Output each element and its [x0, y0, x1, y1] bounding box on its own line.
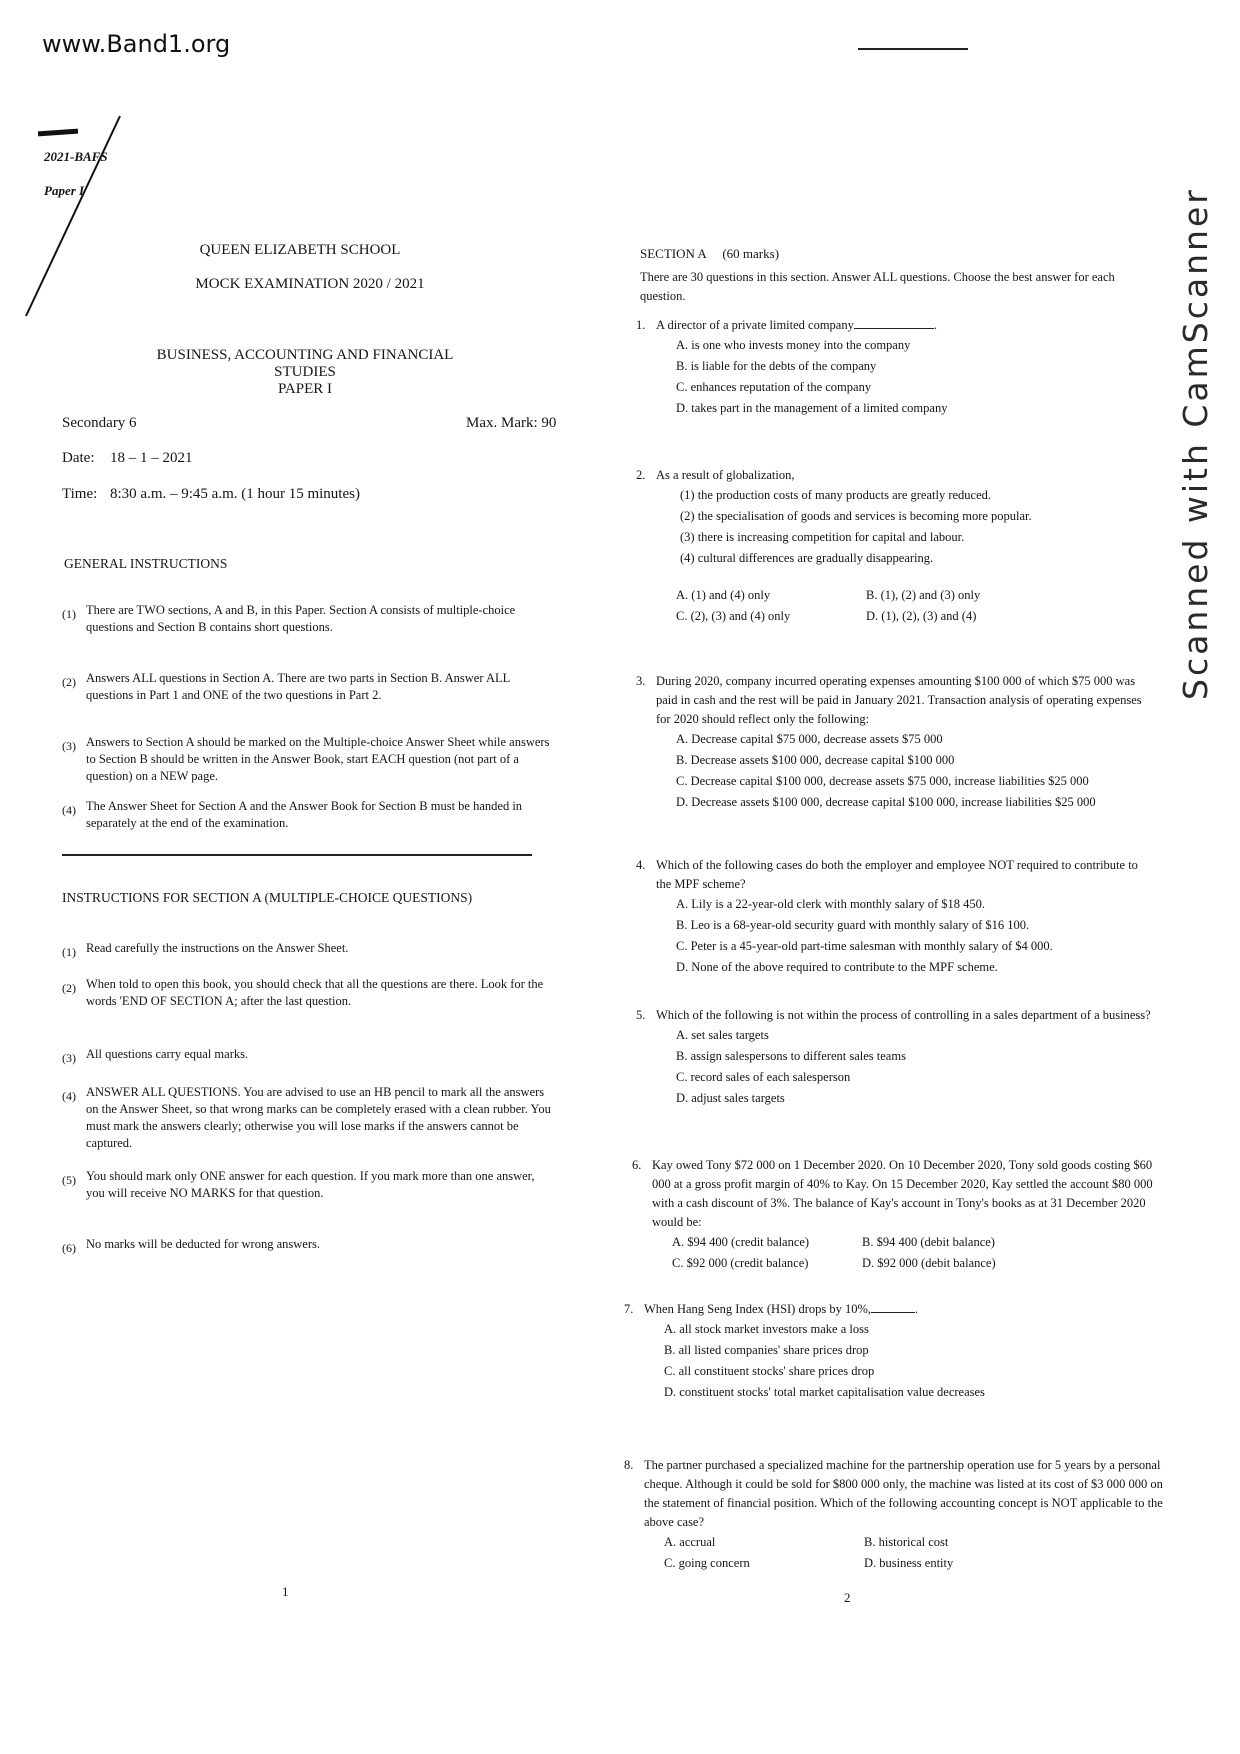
subject-code: 2021-BAFS	[44, 149, 108, 164]
mc-instruction: (1) Read carefully the instructions on the Answer Sheet.	[62, 941, 349, 959]
question-8: 8. The partner purchased a specialized machine for the partnership operation use for 5 years by a personal cheque. Although it could be sold for $800 000 only, the machine was listed at its cost of $3 000 000 on the statement of financial position. Which of the following accounting concept is NOT applicable to the above case? A. accrual B. historical cost C. going concern D. business entity	[644, 1456, 1174, 1574]
date-label: Date:	[62, 450, 95, 466]
option: A. $94 400 (credit balance)	[672, 1235, 810, 1249]
option: A. Decrease capital $75 000, decrease assets $75 000	[676, 732, 943, 746]
option: D. (1), (2), (3) and (4)	[866, 609, 977, 623]
mc-instruction: (2) When told to open this book, you should check that all the questions are there. Look for the words 'END OF SECTION A; after the last question.	[62, 977, 544, 1008]
option: B. assign salespersons to different sales teams	[676, 1049, 906, 1063]
answer-blank	[871, 1300, 915, 1313]
question-5: 5. Which of the following is not within the process of controlling in a sales department of a business? A. set sales targets B. assign salespersons to different sales teams C. record sales of each salesperson D. adjust sales targets	[656, 1006, 1156, 1109]
exam-name: MOCK EXAMINATION 2020 / 2021	[195, 276, 425, 292]
subject-title: BUSINESS, ACCOUNTING AND FINANCIAL STUDIES	[156, 347, 454, 380]
option: A. (1) and (4) only	[676, 588, 771, 602]
exam-time: 8:30 a.m. – 9:45 a.m. (1 hour 15 minutes)	[110, 486, 360, 502]
general-instruction: (1) There are TWO sections, A and B, in this Paper. Section A consists of multiple-choice questions and Section B contains short questions.	[62, 603, 516, 634]
top-divider	[858, 48, 968, 50]
general-instruction: (3) Answers to Section A should be marked on the Multiple-choice Answer Sheet while answers to Section B should be written in the Answer Book, start EACH question (not part of a question) on a NEW page.	[62, 735, 550, 783]
option: C. (2), (3) and (4) only	[676, 609, 791, 623]
paper-title: PAPER I	[277, 381, 333, 397]
question-7: 7. When Hang Seng Index (HSI) drops by 10%, . A. all stock market investors make a loss B. all listed companies' share prices drop C. all constituent stocks' share prices drop D. constituent stocks' total market capitalisation value decreases	[644, 1300, 1154, 1403]
general-instruction: (2) Answers ALL questions in Section A. There are two parts in Section B. Answer ALL questions in Part 1 and ONE of the two questions in Part 2.	[62, 671, 510, 702]
section-a-heading	[640, 244, 779, 263]
option: B. Leo is a 68-year-old security guard with monthly salary of $16 100.	[676, 918, 1030, 932]
option: A. Lily is a 22-year-old clerk with monthly salary of $18 450.	[676, 897, 986, 911]
option: B. historical cost	[864, 1535, 949, 1549]
option: A. all stock market investors make a loss	[664, 1322, 869, 1336]
statement: (3) there is increasing competition for capital and labour.	[680, 530, 965, 544]
option: B. Decrease assets $100 000, decrease capital $100 000	[676, 753, 955, 767]
paper-label: Paper I	[44, 183, 85, 198]
section-divider	[62, 854, 532, 856]
option: C. record sales of each salesperson	[676, 1070, 851, 1084]
section-title: SECTION A	[640, 246, 707, 261]
answer-blank	[854, 316, 934, 329]
max-mark: Max. Mark: 90	[466, 415, 557, 431]
exam-date: 18 – 1 – 2021	[110, 450, 193, 466]
mc-instruction: (4) ANSWER ALL QUESTIONS. You are advised to use an HB pencil to mark all the answers on the Answer Sheet, so that wrong marks can be completely erased with a clean rubber. You must mark the answers clearly; otherwise you will lose marks if the answers cannot be captured.	[62, 1085, 551, 1150]
question-1: 1. A director of a private limited company . A. is one who invests money into the company B. is liable for the debts of the company C. enhances reputation of the company D. takes part in the management of a limited company	[656, 316, 1156, 419]
option: D. business entity	[864, 1556, 954, 1570]
mc-instruction: (5) You should mark only ONE answer for each question. If you mark more than one answer, you will receive NO MARKS for that question.	[62, 1169, 535, 1200]
section-intro: There are 30 questions in this section. Answer ALL questions. Choose the best answer for each question.	[640, 270, 1115, 303]
option: D. None of the above required to contribute to the MPF scheme.	[676, 960, 998, 974]
option: C. enhances reputation of the company	[676, 380, 872, 394]
page-number-right: 2	[844, 1590, 851, 1605]
time-label: Time:	[62, 486, 98, 502]
statement: (4) cultural differences are gradually disappearing.	[680, 551, 934, 565]
option: B. (1), (2) and (3) only	[866, 588, 981, 602]
question-2: 2. As a result of globalization, (1) the production costs of many products are greatly reduced. (2) the specialisation of goods and services is becoming more popular. (3) there is increasing competition for capital and labour. (4) cultural differences are gradually disappearing. A. (1) and (4) only B. (1), (2) and (3) only C. (2), (3) and (4) only D. (1), (2), (3) and (4)	[656, 466, 1156, 627]
question-6: 6. Kay owed Tony $72 000 on 1 December 2020. On 10 December 2020, Tony sold goods costing $60 000 at a gross profit margin of 40% to Kay. On 15 December 2020, Kay settled the account $80 000 with a cash discount of 3%. The balance of Kay's account in Tony's books as at 31 December 2020 would be: A. $94 400 (credit balance) B. $94 400 (debit balance) C. $92 000 (credit balance) D. $92 000 (debit balance)	[652, 1156, 1162, 1274]
option: B. is liable for the debts of the company	[676, 359, 877, 373]
option: A. set sales targets	[676, 1028, 769, 1042]
question-3: 3. During 2020, company incurred operating expenses amounting $100 000 of which $75 000 was paid in cash and the rest will be paid in January 2021. Transaction analysis of operating expenses for 2020 should reflect only the following: A. Decrease capital $75 000, decrease assets $75 000 B. Decrease assets $100 000, decrease capital $100 000 C. Decrease capital $100 000, decrease assets $75 000, increase liabilities $25 000 D. Decrease assets $100 000, decrease capital $100 000, increase liabilities $25 000	[656, 672, 1156, 813]
general-instruction: (4) The Answer Sheet for Section A and the Answer Book for Section B must be handed in separately at the end of the examination.	[62, 799, 523, 830]
mc-instruction: (3) All questions carry equal marks.	[62, 1047, 249, 1065]
paper-code	[44, 140, 108, 208]
option: C. $92 000 (credit balance)	[672, 1256, 809, 1270]
option: A. accrual	[664, 1535, 716, 1549]
website-url: www.Band1.org	[42, 30, 231, 58]
option: A. is one who invests money into the company	[676, 338, 911, 352]
general-instructions-heading: GENERAL INSTRUCTIONS	[64, 556, 228, 571]
mc-instructions-heading: INSTRUCTIONS FOR SECTION A (MULTIPLE-CHOICE QUESTIONS)	[62, 890, 473, 905]
option: D. $92 000 (debit balance)	[862, 1256, 996, 1270]
option: C. Decrease capital $100 000, decrease assets $75 000, increase liabilities $25 000	[676, 774, 1089, 788]
option: D. adjust sales targets	[676, 1091, 785, 1105]
option: B. $94 400 (debit balance)	[862, 1235, 995, 1249]
camscanner-watermark: Scanned with CamScanner	[1176, 187, 1215, 700]
option: D. constituent stocks' total market capitalisation value decreases	[664, 1385, 985, 1399]
question-4: 4. Which of the following cases do both the employer and employee NOT required to contribute to the MPF scheme? A. Lily is a 22-year-old clerk with monthly salary of $18 450. B. Leo is a 68-year-old security guard with monthly salary of $16 100. C. Peter is a 45-year-old part-time salesman with monthly salary of $4 000. D. None of the above required to contribute to the MPF scheme.	[656, 856, 1156, 978]
school-name: QUEEN ELIZABETH SCHOOL	[199, 242, 401, 258]
option: B. all listed companies' share prices drop	[664, 1343, 869, 1357]
option: C. going concern	[664, 1556, 750, 1570]
page-number-left: 1	[282, 1584, 289, 1599]
mc-instruction: (6) No marks will be deducted for wrong answers.	[62, 1237, 320, 1255]
statement: (2) the specialisation of goods and services is becoming more popular.	[680, 509, 1032, 523]
option: D. Decrease assets $100 000, decrease capital $100 000, increase liabilities $25 000	[676, 795, 1096, 809]
form-level: Secondary 6	[62, 415, 137, 431]
option: C. Peter is a 45-year-old part-time salesman with monthly salary of $4 000.	[676, 939, 1053, 953]
option: C. all constituent stocks' share prices drop	[664, 1364, 875, 1378]
statement: (1) the production costs of many products are greatly reduced.	[680, 488, 992, 502]
section-marks: (60 marks)	[722, 246, 780, 261]
option: D. takes part in the management of a limited company	[676, 401, 948, 415]
